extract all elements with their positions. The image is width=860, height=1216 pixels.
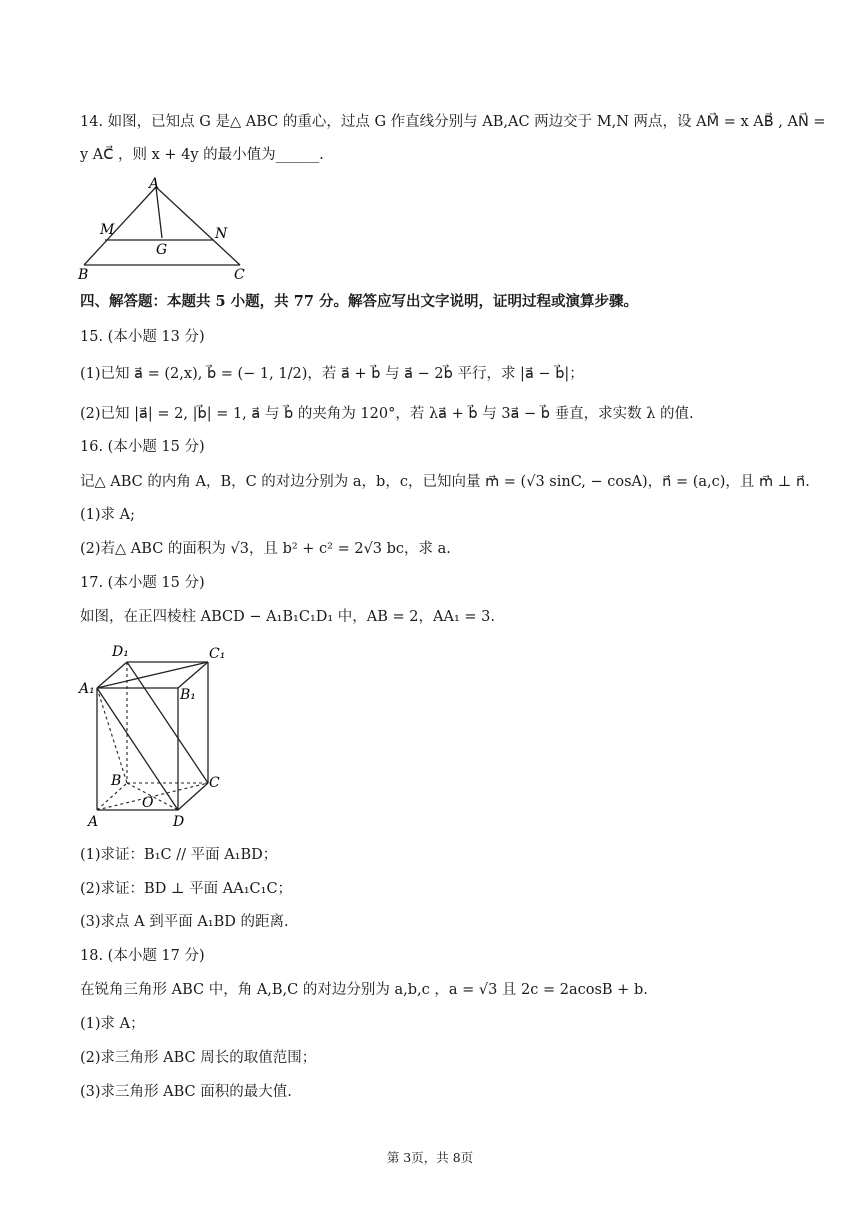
label-m: M bbox=[100, 222, 115, 238]
label-n: N bbox=[215, 226, 228, 242]
segment-a1d bbox=[97, 688, 178, 810]
q18-part-2: (2)求三角形 ABC 周长的取值范围； bbox=[80, 1050, 317, 1066]
q16-title: 16. (本小题 15 分) bbox=[80, 439, 205, 455]
segment-a1c1 bbox=[97, 662, 208, 688]
q16-part-1: (1)求 A; bbox=[80, 507, 136, 523]
label-b: B bbox=[78, 267, 89, 283]
q17-title: 17. (本小题 15 分) bbox=[80, 575, 205, 591]
label-a: A bbox=[149, 176, 160, 192]
edge-ab bbox=[84, 187, 156, 265]
label-d: D bbox=[173, 814, 185, 830]
triangle-figure bbox=[72, 175, 272, 285]
q16-part-2: (2)若△ ABC 的面积为 √3，且 b² + c² = 2√3 bc，求 a. bbox=[80, 541, 451, 557]
q18-stem: 在锐角三角形 ABC 中，角 A,B,C 的对边分别为 a,b,c ，a = √3 且 2c = 2acosB + b. bbox=[80, 982, 648, 998]
q15-part-2: (2)已知 |a⃗| = 2, |b⃗| = 1, a⃗ 与 b⃗ 的夹角为 120°，若 λa⃗ + b⃗ 与 3a⃗ − b⃗ 垂直，求实数 λ 的值. bbox=[80, 406, 694, 422]
edge-ac bbox=[156, 187, 240, 265]
median-ag bbox=[156, 187, 162, 238]
section-heading: 四、解答题：本题共 5 小题，共 77 分。解答应写出文字说明，证明过程或演算步骤。 bbox=[80, 293, 638, 310]
q14-line-1: 14. 如图，已知点 G 是△ ABC 的重心，过点 G 作直线分别与 AB,AC 两边交于 M,N 两点，设 AM⃗ = x AB⃗ , AN⃗ = bbox=[80, 114, 826, 130]
q18-part-3: (3)求三角形 ABC 面积的最大值. bbox=[80, 1084, 292, 1100]
q17-part-3: (3)求点 A 到平面 A₁BD 的距离. bbox=[80, 914, 289, 930]
q17-stem: 如图，在正四棱柱 ABCD − A₁B₁C₁D₁ 中，AB = 2，AA₁ = 3. bbox=[80, 609, 495, 625]
label-a: A bbox=[88, 814, 99, 830]
label-a1: A₁ bbox=[79, 681, 95, 697]
prism-figure bbox=[75, 638, 245, 833]
q15-title: 15. (本小题 13 分) bbox=[80, 329, 205, 345]
label-c1: C₁ bbox=[209, 646, 226, 662]
segment-d1c bbox=[127, 662, 208, 783]
q16-stem: 记△ ABC 的内角 A，B，C 的对边分别为 a，b，c，已知向量 m⃗ = (√3 sinC, − cosA)，n⃗ = (a,c)，且 m⃗ ⊥ n⃗. bbox=[80, 474, 810, 490]
segment-a1b bbox=[97, 688, 127, 783]
q17-part-2: (2)求证：BD ⊥ 平面 AA₁C₁C； bbox=[80, 881, 293, 897]
label-b: B bbox=[111, 773, 122, 789]
label-d1: D₁ bbox=[112, 644, 129, 660]
label-c: C bbox=[234, 267, 245, 283]
q18-part-1: (1)求 A； bbox=[80, 1016, 145, 1032]
page-footer: 第 3页，共 8页 bbox=[386, 1150, 474, 1165]
q14-line-2: y AC⃗ ，则 x + 4y 的最小值为______. bbox=[80, 147, 324, 163]
label-b1: B₁ bbox=[180, 687, 196, 703]
q17-part-1: (1)求证：B₁C // 平面 A₁BD； bbox=[80, 847, 278, 863]
q15-part-1: (1)已知 a⃗ = (2,x), b⃗ = (− 1, 1/2)，若 a⃗ + b⃗ 与 a⃗ − 2b⃗ 平行，求 |a⃗ − b⃗|； bbox=[80, 366, 584, 382]
q18-title: 18. (本小题 17 分) bbox=[80, 948, 205, 964]
label-c: C bbox=[209, 775, 220, 791]
label-o: O bbox=[142, 795, 154, 811]
label-g: G bbox=[156, 242, 168, 258]
